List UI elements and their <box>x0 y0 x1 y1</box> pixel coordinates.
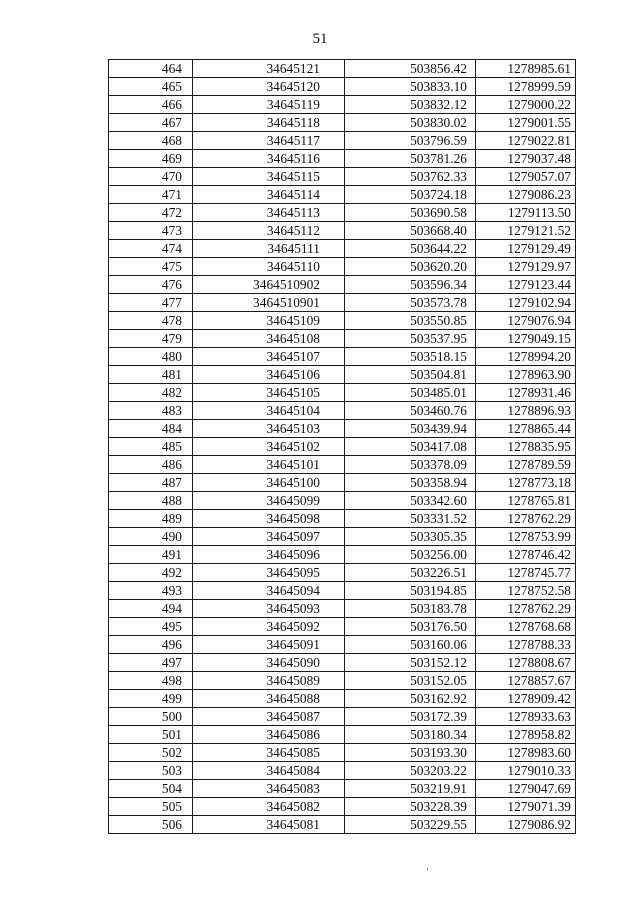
y-coordinate-cell: 1279049.15 <box>476 330 576 348</box>
table-row <box>109 798 576 816</box>
table-row <box>109 618 576 636</box>
y-coordinate-cell: 1278931.46 <box>476 384 576 402</box>
table-row <box>109 744 576 762</box>
point-id-cell: 3464510901 <box>193 294 345 312</box>
x-coordinate-cell: 503331.52 <box>345 510 476 528</box>
x-coordinate-cell: 503439.94 <box>345 420 476 438</box>
x-coordinate-cell: 503358.94 <box>345 474 476 492</box>
point-id-cell: 34645082 <box>193 798 345 816</box>
row-number-cell: 467 <box>109 114 193 132</box>
y-coordinate-cell: 1278963.90 <box>476 366 576 384</box>
table-row <box>109 726 576 744</box>
y-coordinate-cell: 1278773.18 <box>476 474 576 492</box>
row-number-cell: 493 <box>109 582 193 600</box>
row-number-cell: 485 <box>109 438 193 456</box>
x-coordinate-cell: 503176.50 <box>345 618 476 636</box>
point-id-cell: 3464510902 <box>193 276 345 294</box>
row-number-cell: 476 <box>109 276 193 294</box>
x-coordinate-cell: 503162.92 <box>345 690 476 708</box>
x-coordinate-cell: 503172.39 <box>345 708 476 726</box>
table-row <box>109 348 576 366</box>
row-number-cell: 489 <box>109 510 193 528</box>
y-coordinate-cell: 1278958.82 <box>476 726 576 744</box>
x-coordinate-cell: 503537.95 <box>345 330 476 348</box>
point-id-cell: 34645085 <box>193 744 345 762</box>
y-coordinate-cell: 1278994.20 <box>476 348 576 366</box>
row-number-cell: 486 <box>109 456 193 474</box>
table-row <box>109 564 576 582</box>
row-number-cell: 479 <box>109 330 193 348</box>
x-coordinate-cell: 503183.78 <box>345 600 476 618</box>
y-coordinate-cell: 1279057.07 <box>476 168 576 186</box>
table-row <box>109 654 576 672</box>
table-row <box>109 78 576 96</box>
point-id-cell: 34645102 <box>193 438 345 456</box>
y-coordinate-cell: 1279102.94 <box>476 294 576 312</box>
table-row <box>109 96 576 114</box>
table-row <box>109 150 576 168</box>
row-number-cell: 474 <box>109 240 193 258</box>
x-coordinate-cell: 503668.40 <box>345 222 476 240</box>
table-row <box>109 366 576 384</box>
point-id-cell: 34645118 <box>193 114 345 132</box>
table-row <box>109 60 576 78</box>
x-coordinate-cell: 503342.60 <box>345 492 476 510</box>
table-row <box>109 780 576 798</box>
table-row <box>109 492 576 510</box>
row-number-cell: 495 <box>109 618 193 636</box>
y-coordinate-cell: 1279113.50 <box>476 204 576 222</box>
point-id-cell: 34645110 <box>193 258 345 276</box>
y-coordinate-cell: 1278999.59 <box>476 78 576 96</box>
y-coordinate-cell: 1278768.68 <box>476 618 576 636</box>
x-coordinate-cell: 503152.05 <box>345 672 476 690</box>
y-coordinate-cell: 1278985.61 <box>476 60 576 78</box>
point-id-cell: 34645081 <box>193 816 345 834</box>
table-row <box>109 258 576 276</box>
point-id-cell: 34645113 <box>193 204 345 222</box>
x-coordinate-cell: 503833.10 <box>345 78 476 96</box>
row-number-cell: 503 <box>109 762 193 780</box>
y-coordinate-cell: 1279071.39 <box>476 798 576 816</box>
point-id-cell: 34645106 <box>193 366 345 384</box>
scan-speck <box>427 868 428 870</box>
point-id-cell: 34645084 <box>193 762 345 780</box>
point-id-cell: 34645096 <box>193 546 345 564</box>
y-coordinate-cell: 1279001.55 <box>476 114 576 132</box>
x-coordinate-cell: 503504.81 <box>345 366 476 384</box>
table-row <box>109 762 576 780</box>
coordinates-table <box>108 59 576 834</box>
table-row <box>109 420 576 438</box>
y-coordinate-cell: 1278762.29 <box>476 600 576 618</box>
x-coordinate-cell: 503203.22 <box>345 762 476 780</box>
table-row <box>109 312 576 330</box>
table-row <box>109 510 576 528</box>
y-coordinate-cell: 1279047.69 <box>476 780 576 798</box>
x-coordinate-cell: 503485.01 <box>345 384 476 402</box>
y-coordinate-cell: 1278745.77 <box>476 564 576 582</box>
x-coordinate-cell: 503219.91 <box>345 780 476 798</box>
table-row <box>109 330 576 348</box>
row-number-cell: 496 <box>109 636 193 654</box>
x-coordinate-cell: 503596.34 <box>345 276 476 294</box>
row-number-cell: 469 <box>109 150 193 168</box>
point-id-cell: 34645117 <box>193 132 345 150</box>
y-coordinate-cell: 1278789.59 <box>476 456 576 474</box>
table-row <box>109 546 576 564</box>
row-number-cell: 492 <box>109 564 193 582</box>
point-id-cell: 34645083 <box>193 780 345 798</box>
y-coordinate-cell: 1279129.49 <box>476 240 576 258</box>
point-id-cell: 34645114 <box>193 186 345 204</box>
y-coordinate-cell: 1278857.67 <box>476 672 576 690</box>
row-number-cell: 478 <box>109 312 193 330</box>
table-row <box>109 438 576 456</box>
y-coordinate-cell: 1279121.52 <box>476 222 576 240</box>
point-id-cell: 34645090 <box>193 654 345 672</box>
table-row <box>109 582 576 600</box>
y-coordinate-cell: 1279037.48 <box>476 150 576 168</box>
x-coordinate-cell: 503193.30 <box>345 744 476 762</box>
y-coordinate-cell: 1278746.42 <box>476 546 576 564</box>
x-coordinate-cell: 503228.39 <box>345 798 476 816</box>
y-coordinate-cell: 1278808.67 <box>476 654 576 672</box>
table-row <box>109 402 576 420</box>
point-id-cell: 34645107 <box>193 348 345 366</box>
x-coordinate-cell: 503620.20 <box>345 258 476 276</box>
x-coordinate-cell: 503180.34 <box>345 726 476 744</box>
table-row <box>109 132 576 150</box>
point-id-cell: 34645103 <box>193 420 345 438</box>
y-coordinate-cell: 1279129.97 <box>476 258 576 276</box>
point-id-cell: 34645120 <box>193 78 345 96</box>
point-id-cell: 34645092 <box>193 618 345 636</box>
x-coordinate-cell: 503417.08 <box>345 438 476 456</box>
row-number-cell: 481 <box>109 366 193 384</box>
table-row <box>109 600 576 618</box>
y-coordinate-cell: 1279086.23 <box>476 186 576 204</box>
row-number-cell: 504 <box>109 780 193 798</box>
point-id-cell: 34645119 <box>193 96 345 114</box>
row-number-cell: 470 <box>109 168 193 186</box>
y-coordinate-cell: 1278865.44 <box>476 420 576 438</box>
point-id-cell: 34645121 <box>193 60 345 78</box>
table-row <box>109 276 576 294</box>
row-number-cell: 505 <box>109 798 193 816</box>
row-number-cell: 488 <box>109 492 193 510</box>
table-row <box>109 186 576 204</box>
point-id-cell: 34645089 <box>193 672 345 690</box>
point-id-cell: 34645093 <box>193 600 345 618</box>
x-coordinate-cell: 503830.02 <box>345 114 476 132</box>
point-id-cell: 34645098 <box>193 510 345 528</box>
y-coordinate-cell: 1278765.81 <box>476 492 576 510</box>
point-id-cell: 34645101 <box>193 456 345 474</box>
y-coordinate-cell: 1279076.94 <box>476 312 576 330</box>
row-number-cell: 484 <box>109 420 193 438</box>
row-number-cell: 466 <box>109 96 193 114</box>
x-coordinate-cell: 503644.22 <box>345 240 476 258</box>
coordinates-table-body <box>109 60 576 834</box>
row-number-cell: 497 <box>109 654 193 672</box>
row-number-cell: 477 <box>109 294 193 312</box>
row-number-cell: 498 <box>109 672 193 690</box>
point-id-cell: 34645097 <box>193 528 345 546</box>
x-coordinate-cell: 503573.78 <box>345 294 476 312</box>
x-coordinate-cell: 503796.59 <box>345 132 476 150</box>
table-row <box>109 456 576 474</box>
y-coordinate-cell: 1278909.42 <box>476 690 576 708</box>
row-number-cell: 464 <box>109 60 193 78</box>
x-coordinate-cell: 503460.76 <box>345 402 476 420</box>
point-id-cell: 34645109 <box>193 312 345 330</box>
row-number-cell: 482 <box>109 384 193 402</box>
row-number-cell: 472 <box>109 204 193 222</box>
y-coordinate-cell: 1278762.29 <box>476 510 576 528</box>
y-coordinate-cell: 1279123.44 <box>476 276 576 294</box>
y-coordinate-cell: 1278788.33 <box>476 636 576 654</box>
y-coordinate-cell: 1279010.33 <box>476 762 576 780</box>
row-number-cell: 471 <box>109 186 193 204</box>
point-id-cell: 34645086 <box>193 726 345 744</box>
row-number-cell: 501 <box>109 726 193 744</box>
table-row <box>109 294 576 312</box>
point-id-cell: 34645111 <box>193 240 345 258</box>
point-id-cell: 34645116 <box>193 150 345 168</box>
y-coordinate-cell: 1278983.60 <box>476 744 576 762</box>
x-coordinate-cell: 503762.33 <box>345 168 476 186</box>
point-id-cell: 34645104 <box>193 402 345 420</box>
page-number: 51 <box>312 31 328 47</box>
x-coordinate-cell: 503550.85 <box>345 312 476 330</box>
point-id-cell: 34645105 <box>193 384 345 402</box>
x-coordinate-cell: 503856.42 <box>345 60 476 78</box>
point-id-cell: 34645095 <box>193 564 345 582</box>
table-row <box>109 222 576 240</box>
x-coordinate-cell: 503781.26 <box>345 150 476 168</box>
row-number-cell: 500 <box>109 708 193 726</box>
y-coordinate-cell: 1279086.92 <box>476 816 576 834</box>
x-coordinate-cell: 503832.12 <box>345 96 476 114</box>
y-coordinate-cell: 1278933.63 <box>476 708 576 726</box>
x-coordinate-cell: 503690.58 <box>345 204 476 222</box>
point-id-cell: 34645099 <box>193 492 345 510</box>
row-number-cell: 483 <box>109 402 193 420</box>
table-row <box>109 204 576 222</box>
table-row <box>109 168 576 186</box>
table-row <box>109 690 576 708</box>
point-id-cell: 34645115 <box>193 168 345 186</box>
table-row <box>109 384 576 402</box>
row-number-cell: 465 <box>109 78 193 96</box>
x-coordinate-cell: 503724.18 <box>345 186 476 204</box>
y-coordinate-cell: 1279000.22 <box>476 96 576 114</box>
table-row <box>109 240 576 258</box>
row-number-cell: 502 <box>109 744 193 762</box>
x-coordinate-cell: 503256.00 <box>345 546 476 564</box>
row-number-cell: 475 <box>109 258 193 276</box>
point-id-cell: 34645087 <box>193 708 345 726</box>
table-row <box>109 114 576 132</box>
x-coordinate-cell: 503229.55 <box>345 816 476 834</box>
table-row <box>109 672 576 690</box>
row-number-cell: 480 <box>109 348 193 366</box>
y-coordinate-cell: 1279022.81 <box>476 132 576 150</box>
row-number-cell: 473 <box>109 222 193 240</box>
x-coordinate-cell: 503152.12 <box>345 654 476 672</box>
y-coordinate-cell: 1278753.99 <box>476 528 576 546</box>
point-id-cell: 34645108 <box>193 330 345 348</box>
x-coordinate-cell: 503226.51 <box>345 564 476 582</box>
point-id-cell: 34645091 <box>193 636 345 654</box>
x-coordinate-cell: 503305.35 <box>345 528 476 546</box>
row-number-cell: 494 <box>109 600 193 618</box>
point-id-cell: 34645094 <box>193 582 345 600</box>
y-coordinate-cell: 1278896.93 <box>476 402 576 420</box>
row-number-cell: 499 <box>109 690 193 708</box>
row-number-cell: 487 <box>109 474 193 492</box>
row-number-cell: 468 <box>109 132 193 150</box>
table-row <box>109 816 576 834</box>
row-number-cell: 506 <box>109 816 193 834</box>
table-row <box>109 636 576 654</box>
x-coordinate-cell: 503518.15 <box>345 348 476 366</box>
x-coordinate-cell: 503160.06 <box>345 636 476 654</box>
row-number-cell: 490 <box>109 528 193 546</box>
table-row <box>109 528 576 546</box>
table-row <box>109 474 576 492</box>
y-coordinate-cell: 1278752.58 <box>476 582 576 600</box>
point-id-cell: 34645100 <box>193 474 345 492</box>
x-coordinate-cell: 503194.85 <box>345 582 476 600</box>
y-coordinate-cell: 1278835.95 <box>476 438 576 456</box>
point-id-cell: 34645112 <box>193 222 345 240</box>
table-row <box>109 708 576 726</box>
x-coordinate-cell: 503378.09 <box>345 456 476 474</box>
row-number-cell: 491 <box>109 546 193 564</box>
point-id-cell: 34645088 <box>193 690 345 708</box>
